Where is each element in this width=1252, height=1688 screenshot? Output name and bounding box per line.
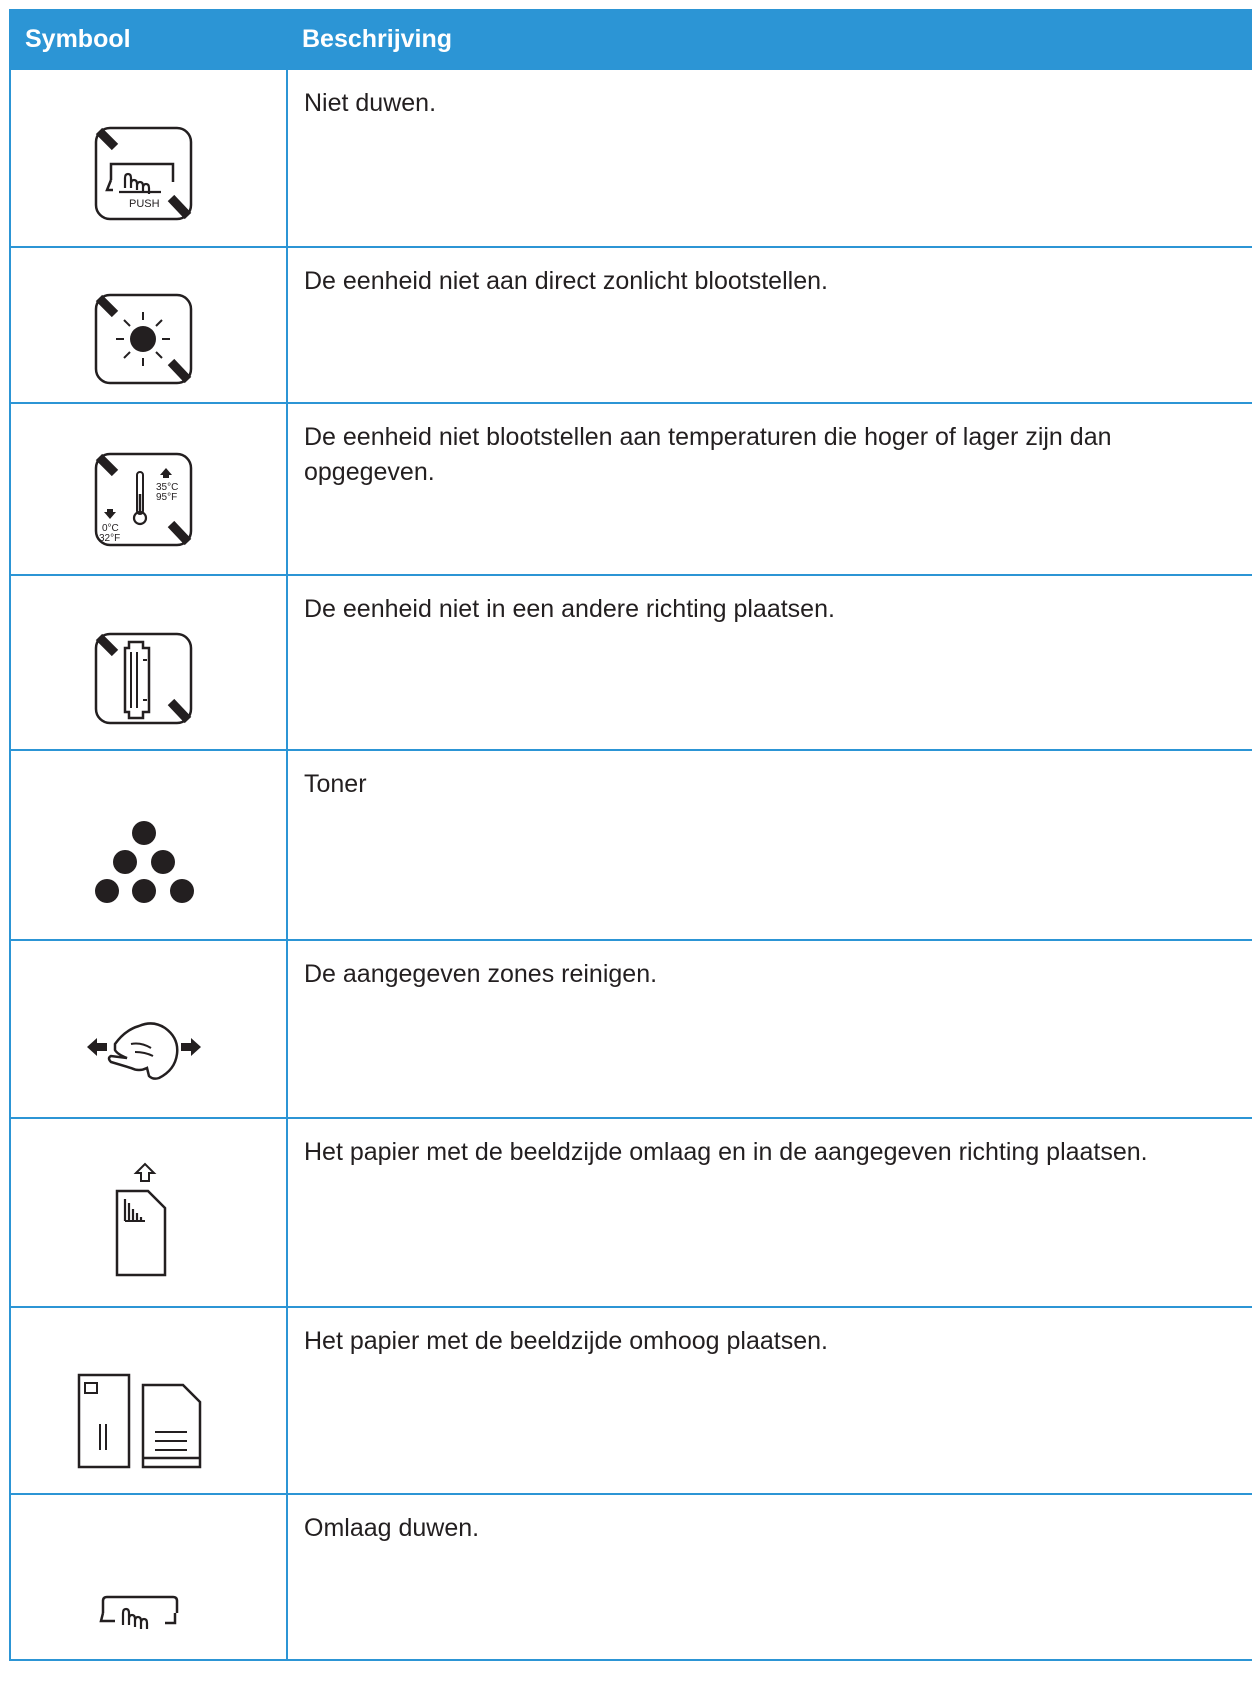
low-celsius: 0°C (102, 523, 119, 534)
toner-icon (11, 751, 286, 939)
table-row (9, 248, 1252, 404)
clean-zones-icon (11, 941, 286, 1117)
row-description: Omlaag duwen. (304, 1514, 480, 1542)
symbol-cell (11, 1308, 288, 1493)
row-description: Het papier met de beeldzijde omlaag en in de aangegeven richting plaatsen. (304, 1138, 1148, 1166)
table-row (9, 70, 1252, 248)
symbol-table (9, 9, 1252, 1661)
no-orientation-change-icon (11, 576, 286, 749)
row-description: De eenheid niet in een andere richting plaatsen. (304, 595, 835, 623)
symbol-cell (11, 248, 288, 402)
symbol-cell (11, 404, 288, 574)
row-description: De aangegeven zones reinigen. (304, 960, 658, 988)
temperature-limits-icon (11, 404, 286, 574)
table-row (9, 404, 1252, 576)
column-header-description: Beschrijving (302, 25, 453, 53)
high-celsius: 35°C (156, 482, 179, 493)
column-header-symbol: Symbool (25, 25, 131, 53)
table-row (9, 751, 1252, 941)
symbol-cell (11, 576, 288, 749)
symbol-cell (11, 941, 288, 1117)
table-header (9, 9, 1252, 70)
symbol-cell (11, 1495, 288, 1659)
symbol-cell (11, 70, 288, 246)
no-push-icon (11, 70, 286, 246)
row-description: De eenheid niet blootstellen aan temperaturen die hoger of lager zijn dan opgegeven. (304, 423, 1112, 486)
no-sunlight-icon (11, 248, 286, 402)
row-description: Het papier met de beeldzijde omhoog plaatsen. (304, 1327, 828, 1355)
table-row (9, 1119, 1252, 1308)
paper-face-down-icon (11, 1119, 286, 1306)
table-row (9, 1495, 1252, 1661)
table-row (9, 1308, 1252, 1495)
row-description: Toner (304, 770, 367, 798)
symbol-cell (11, 1119, 288, 1306)
push-label: PUSH (129, 198, 160, 210)
push-down-icon (11, 1495, 286, 1659)
paper-face-up-icon (11, 1308, 286, 1493)
row-description: De eenheid niet aan direct zonlicht blootstellen. (304, 267, 828, 295)
high-fahrenheit: 95°F (156, 492, 178, 503)
low-fahrenheit: 32°F (99, 533, 121, 544)
table-row (9, 941, 1252, 1119)
table-row (9, 576, 1252, 751)
row-description: Niet duwen. (304, 89, 437, 117)
symbol-cell (11, 751, 288, 939)
